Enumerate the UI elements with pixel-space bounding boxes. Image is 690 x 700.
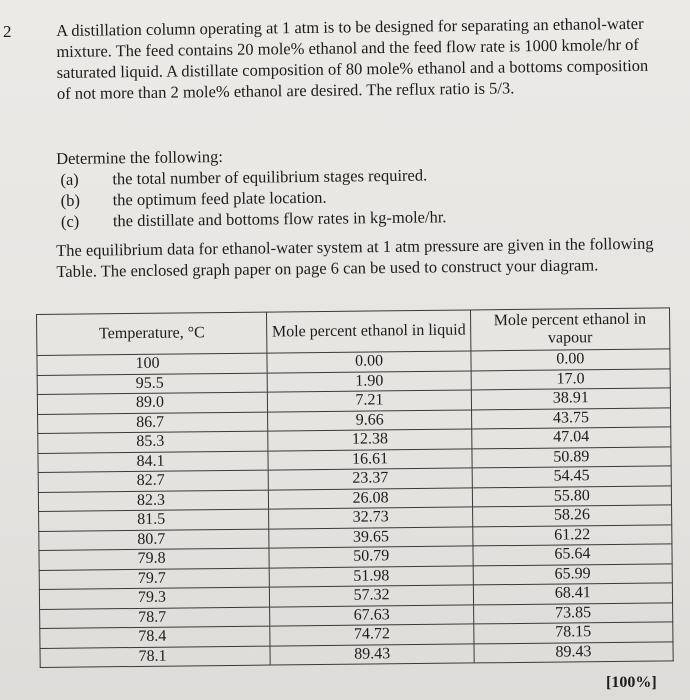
temperature-cell: 79.8 [39,548,270,570]
vapour-cell: 50.89 [472,446,671,468]
temperature-cell: 80.7 [39,529,270,551]
liquid-cell: 67.63 [270,604,473,626]
item-text: the optimum feed plate location. [112,187,327,210]
equilibrium-table [36,307,674,668]
vapour-cell: 78.15 [473,622,672,644]
temperature-cell: 89.0 [37,392,268,414]
liquid-cell: 57.32 [270,585,473,607]
header-liquid: Mole percent ethanol in liquid [267,310,471,353]
item-text: the distillate and bottoms flow rates in kg-mole/hr. [112,207,447,231]
item-label: (b) [60,190,81,210]
temperature-cell: 86.7 [38,412,269,434]
temperature-cell: 85.3 [38,431,269,453]
temperature-cell: 78.7 [40,607,271,629]
vapour-cell: 0.00 [471,349,670,371]
liquid-cell: 39.65 [269,526,472,548]
vapour-cell: 43.75 [471,407,670,429]
liquid-cell: 9.66 [268,409,471,431]
temperature-cell: 81.5 [39,509,270,531]
determine-heading: Determine the following: [56,146,224,168]
temperature-cell: 95.5 [37,373,268,395]
liquid-cell: 26.08 [269,487,472,509]
determine-section [56,141,663,232]
temperature-cell: 78.1 [40,646,271,668]
liquid-cell: 1.90 [268,370,471,392]
table-header-row [37,308,670,356]
vapour-cell: 61.22 [472,524,671,546]
item-label: (a) [60,169,79,189]
temperature-cell: 84.1 [38,451,269,473]
liquid-cell: 74.72 [270,624,473,646]
liquid-cell: 7.21 [268,390,471,412]
header-temperature: Temperature, °C [37,312,268,355]
item-text: the total number of equilibrium stages required. [112,165,428,189]
table-body [37,349,673,668]
vapour-cell: 65.64 [473,544,672,566]
vapour-cell: 68.41 [473,583,672,605]
liquid-cell: 16.61 [268,448,471,470]
determine-list [56,162,663,232]
vapour-cell: 54.45 [472,466,671,488]
temperature-cell: 79.7 [39,568,270,590]
vapour-cell: 55.80 [472,485,671,507]
temperature-cell: 100 [37,353,268,375]
liquid-cell: 32.73 [269,507,472,529]
problem-statement: A distillation column operating at 1 atm is to be designed for separating an ethanol-water mixture. The feed contains 20 mole% ethanol and the feed flow rate is 1000 kmole/hr of saturated liquid. A distillate composition of 80 mole% ethanol and a bottoms composition of not more than 2 mole% ethanol are desired. The reflux ratio is 5/3. [56,13,649,103]
vapour-cell: 17.0 [471,368,670,390]
liquid-cell: 89.43 [270,643,473,665]
item-label: (c) [60,211,80,231]
liquid-cell: 50.79 [269,546,472,568]
vapour-cell: 38.91 [471,388,670,410]
vapour-cell: 65.99 [473,563,672,585]
vapour-cell: 73.85 [473,602,672,624]
liquid-cell: 23.37 [269,468,472,490]
liquid-cell: 12.38 [268,429,471,451]
equilibrium-intro: The equilibrium data for ethanol-water system at 1 atm pressure are given in the following Table. The enclosed graph paper on page 6 can be used to construct your diagram. [56,233,654,281]
question-number: 2 [3,22,12,41]
temperature-cell: 82.7 [38,470,269,492]
vapour-cell: 47.04 [471,427,670,449]
vapour-cell: 89.43 [474,641,673,663]
liquid-cell: 0.00 [267,351,470,373]
temperature-cell: 82.3 [38,490,269,512]
marks-label: [100%] [606,674,657,691]
header-vapour: Mole percent ethanol in vapour [470,308,670,351]
temperature-cell: 79.3 [39,587,270,609]
temperature-cell: 78.4 [40,626,271,648]
liquid-cell: 51.98 [270,565,473,587]
vapour-cell: 58.26 [472,505,671,527]
